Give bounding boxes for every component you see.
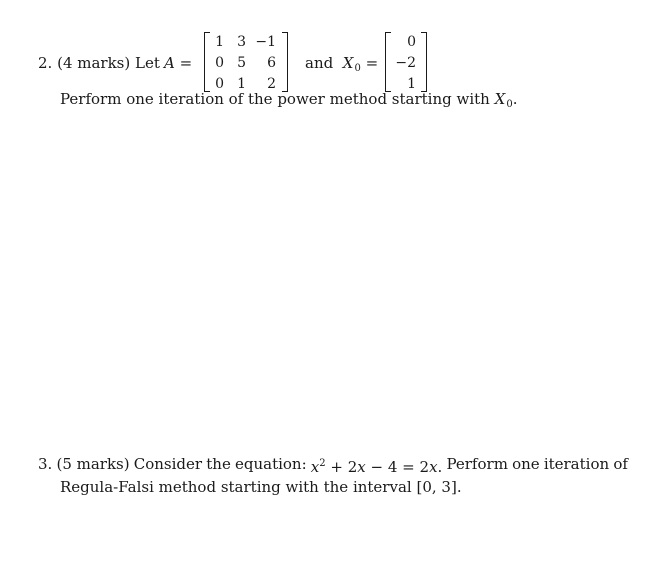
and-word: and [305, 54, 334, 72]
vector-x0-cell: 0 [407, 34, 416, 50]
vector-subscript: 0 [354, 63, 361, 74]
vector-x0 [392, 32, 416, 95]
vector-x0-cell: −2 [395, 55, 416, 71]
question-3-equation: $x^2 + 2x - 4 = 2x$. [310, 458, 443, 476]
vector-x0-left-bracket [385, 32, 391, 92]
vector-x-name: X [494, 90, 506, 108]
vector-x0-cell: 1 [407, 76, 416, 92]
matrix-a [212, 32, 276, 95]
matrix-a-left-bracket [204, 32, 210, 92]
question-3-word: iteration [543, 455, 610, 473]
question-3-word: of [613, 455, 628, 473]
question-3 [38, 454, 628, 497]
question-2-marks: (4 marks) [57, 54, 131, 72]
question-3-text: Regula-Falsi method starting with the interval [60, 478, 412, 496]
matrix-a-cell: 1 [237, 76, 246, 92]
matrix-a-cell: 3 [237, 34, 246, 50]
question-3-marks: (5 marks) [56, 455, 130, 473]
question-3-word: Consider [133, 455, 203, 473]
matrix-a-cell: 0 [215, 76, 224, 92]
equals-sign: = [179, 54, 193, 72]
matrix-a-cell: 0 [215, 55, 224, 71]
question-2-header [38, 50, 160, 76]
matrix-a-cell: 6 [267, 55, 276, 71]
matrix-a-name: A [164, 54, 175, 72]
question-3-line-2 [38, 477, 628, 497]
question-3-word: one [512, 455, 540, 473]
question-3-number: 3. [38, 455, 53, 473]
matrix-a-cell: 5 [237, 55, 246, 71]
matrix-a-right-bracket [282, 32, 288, 92]
question-3-word: equation: [234, 455, 307, 473]
matrix-a-cell: 1 [215, 34, 224, 50]
question-2-instruction [60, 88, 517, 116]
instruction-text: Perform one iteration of the power method starting with [60, 90, 490, 108]
question-3-period: . [456, 478, 462, 496]
question-3-word: Perform [446, 455, 508, 473]
matrix-a-cell: −1 [255, 34, 276, 50]
vector-x0-label [305, 50, 378, 82]
vector-x-name: X [342, 54, 354, 72]
question-2-let: Let [135, 54, 160, 72]
equals-sign: = [365, 54, 379, 72]
matrix-a-label [164, 50, 192, 76]
question-3-word: the [206, 455, 231, 473]
question-3-line-1 [38, 454, 628, 477]
question-3-interval: [0, 3] [416, 478, 457, 496]
question-2-number: 2. [38, 54, 53, 72]
vector-x0-right-bracket [421, 32, 427, 92]
instruction-period: . [512, 90, 518, 108]
matrix-a-cell: 2 [267, 76, 276, 92]
vector-subscript: 0 [506, 99, 513, 110]
